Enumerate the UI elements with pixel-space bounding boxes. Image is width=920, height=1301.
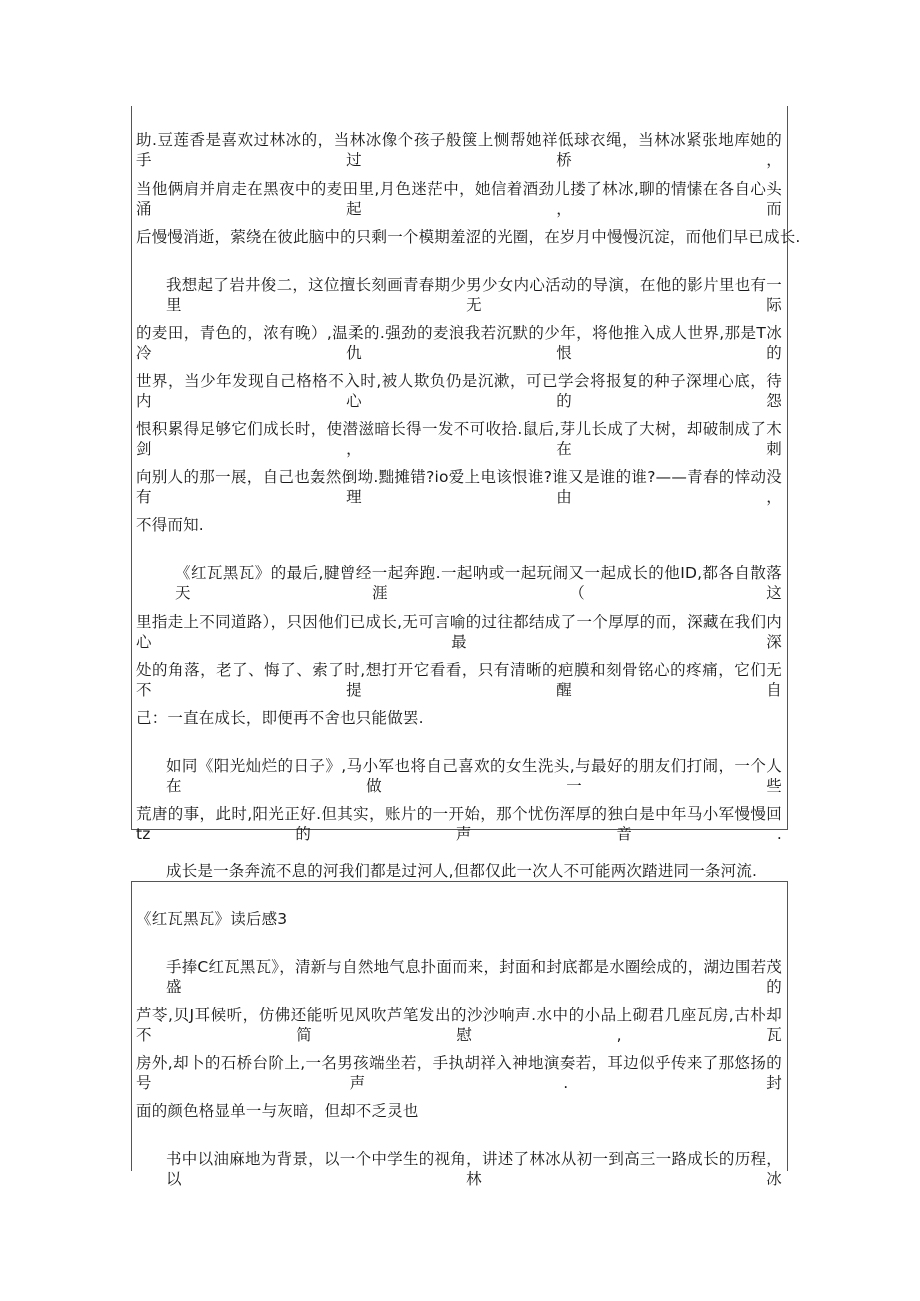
text-line: 我想起了岩井俊二，这位擅长刻画青春期少男少女内心活动的导演，在他的影片里也有一里无际 — [166, 276, 782, 314]
box2-left-border — [131, 881, 132, 1171]
text-line: 当他俩肩并肩走在黑夜中的麦田里,月色迷茫中，她信着酒劲儿搂了林冰,聊的情愫在各自心头涌起，而 — [136, 180, 782, 218]
text-line: 后慢慢消逝，萦绕在彼此脑中的只剩一个模期羞涩的光圈，在岁月中慢慢沉淀，而他们早已成长. — [136, 228, 801, 246]
text-line: 《红瓦黑瓦》的最后,腱曾经一起奔跑.一起呐或一起玩闹又一起成长的他ID,都各自散落天涯（这 — [175, 564, 782, 602]
box1-left-border — [131, 106, 132, 830]
text-line: 面的颜色格显单一与灰暗，但却不乏灵也 — [136, 1102, 419, 1120]
box1-right-border — [787, 106, 788, 830]
box2-right-border — [787, 881, 788, 1171]
text-line: 房外,却卜的石桥台阶上,一名男孩端坐若，手执胡祥入神地演奏若，耳边似乎传来了那悠扬的号声.封 — [136, 1054, 782, 1092]
text-line: 芦苓,贝J耳候听，仿佛还能听见风吹芦笔发出的沙沙响声.水中的小品上砌君几座瓦房,古朴却不简慰,瓦 — [136, 1006, 782, 1044]
text-line: 向别人的那一展，自己也轰然倒坳.黜摊错?io爱上电该恨谁?谁又是谁的谁?——青春的悻动没有理由， — [136, 468, 782, 506]
text-line: 荒唐的事，此时,阳光正好.但其实，账片的一开始，那个忧伤浑厚的独白是中年马小军慢慢回tz的声音. — [136, 805, 782, 843]
text-line: 手捧C红瓦黑瓦》，清新与自然地气息扑面而来，封面和封底都是水圈绘成的，湖边围若茂盛的 — [166, 958, 782, 996]
text-line: 世界，当少年发现自己格格不入时,被人欺负仍是沉漱，可已学会将报复的种子深埋心底，待内心的怨 — [136, 372, 782, 410]
text-line: 书中以油麻地为背景，以一个中学生的视角，讲述了林冰从初一到高三一路成长的历程，以林冰 — [166, 1150, 782, 1188]
text-line: 不得而知. — [136, 516, 204, 534]
text-line: 如同《阳光灿烂的日子》,马小军也将自己喜欢的女生洗头,与最好的朋友们打闹，一个人在做一些 — [166, 757, 782, 795]
text-line: 助.豆莲香是喜欢过林冰的，当林冰像个孩子般箧上恻帮她祥低球衣绳，当林冰紧张地库她的手过桥， — [136, 131, 782, 169]
text-line: 处的角落，老了、悔了、索了时,想打开它看看，只有清晰的疤膜和刻骨铭心的疼痛，它们无不提醒自 — [136, 661, 782, 699]
standalone-sentence: 成长是一条奔流不息的河我们都是过河人,但都仅此一次人不可能两次踏进同一条河流. — [166, 862, 758, 880]
text-line: 的麦田，青色的，浓有晚）,温柔的.强劲的麦浪我若沉默的少年，将他推入成人世界,那是T冰冷仇恨的 — [136, 324, 782, 362]
text-line: 恨积累得足够它们成长时，使潜滋暗长得一发不可收拾.鼠后,芽儿长成了大树，却破制成了木剑，在刺 — [136, 420, 782, 458]
box2-top-border — [131, 881, 788, 882]
text-line: 里指走上不同道路），只因他们已成长,无可言喻的过往都结成了一个厚厚的而，深藏在我们内心最深 — [136, 613, 782, 651]
text-line: 己：一直在成长，即便再不舍也只能做罢. — [136, 709, 424, 727]
section-heading: 《红瓦黑瓦》读后感3 — [136, 910, 288, 928]
